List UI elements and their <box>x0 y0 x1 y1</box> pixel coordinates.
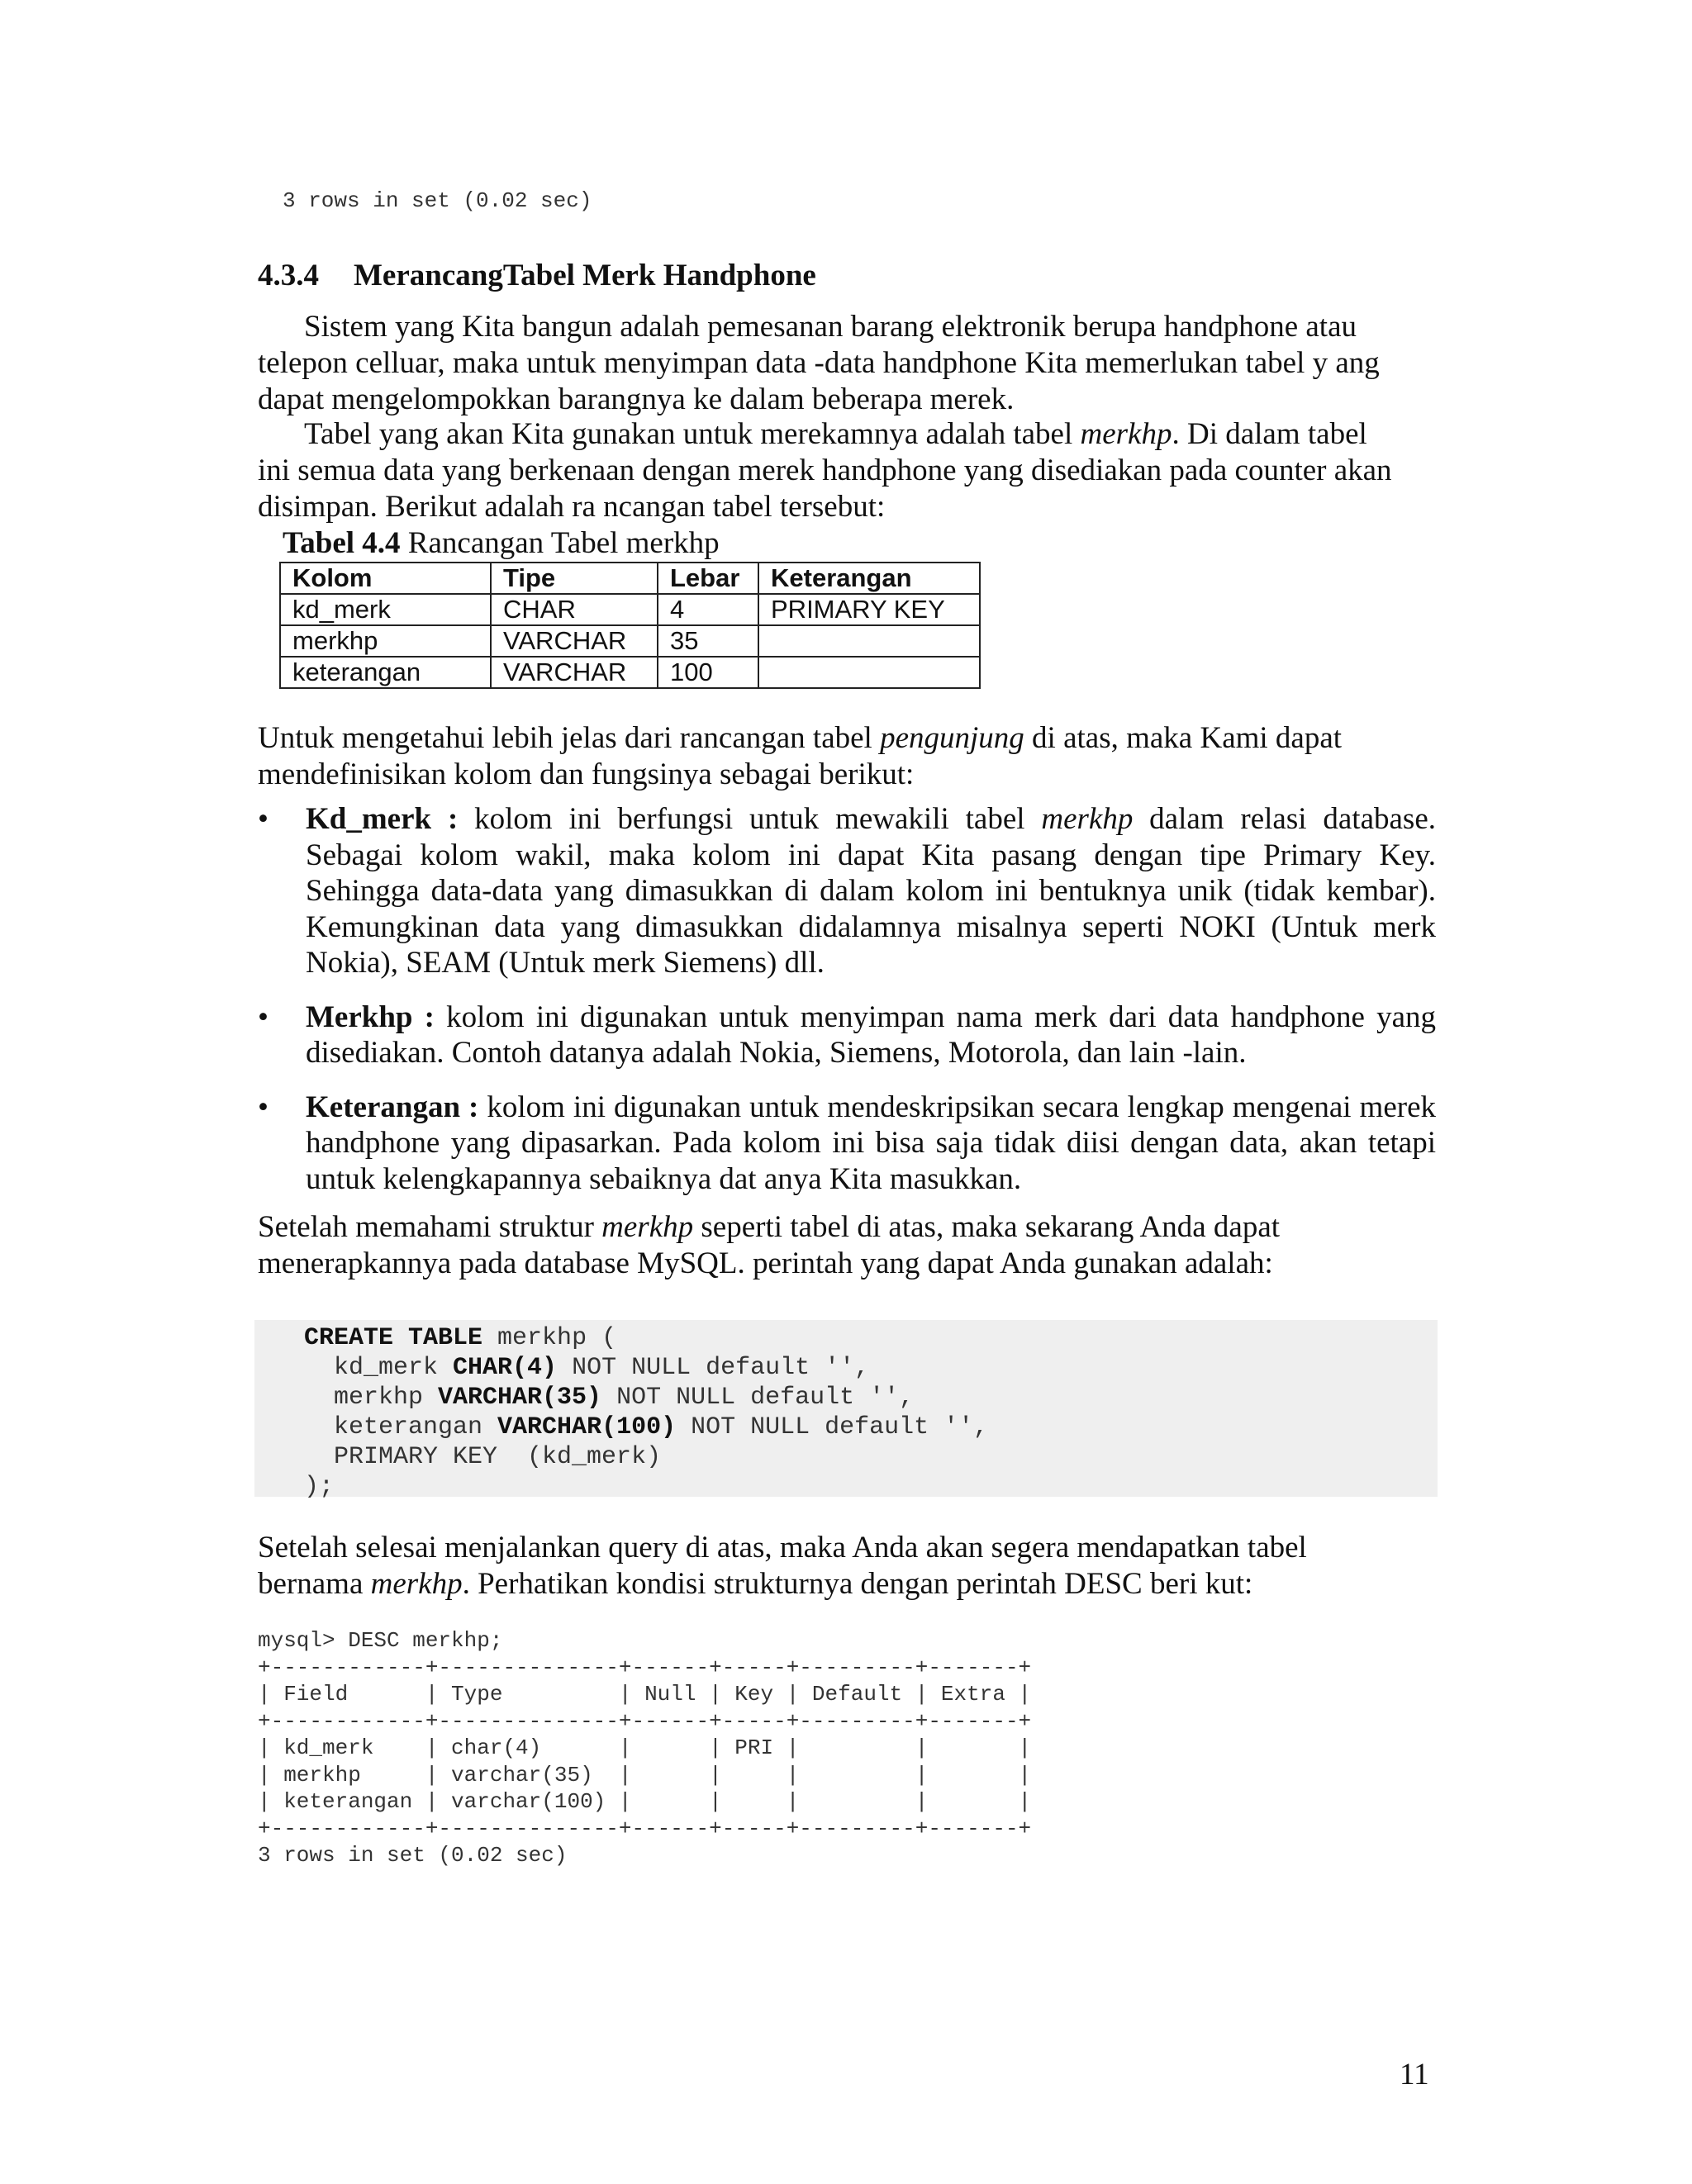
definition-text: kolom ini berfungsi untuk mewakili tabel <box>458 802 1042 836</box>
table-header-cell: Tipe <box>491 563 658 594</box>
query-output-summary: 3 rows in set (0.02 sec) <box>283 188 592 213</box>
sql-code <box>254 1320 1438 1502</box>
code-text: NOT NULL default '', <box>557 1354 870 1382</box>
code-text: kd_merk <box>304 1354 454 1382</box>
code-text: NOT NULL default '', <box>676 1413 989 1441</box>
paragraph-line: menerapkannya pada database MySQL. perintah yang dapat Anda gunakan adalah: <box>258 1246 1273 1280</box>
page-number: 11 <box>1400 2058 1429 2091</box>
table-cell: merkhp <box>280 625 491 657</box>
code-text: merkhp <box>304 1384 439 1412</box>
code-text: keterangan <box>304 1413 498 1441</box>
code-keyword: VARCHAR(35) <box>438 1384 602 1412</box>
table-cell <box>758 657 980 688</box>
table-caption-text: Rancangan Tabel merkhp <box>400 526 720 560</box>
list-item <box>258 801 1436 981</box>
paragraph-line: mendefinisikan kolom dan fungsinya sebagai berikut: <box>258 757 915 791</box>
definition-text: dalam relasi database. Sebagai kolom wakil, maka kolom ini dapat Kita pasang dengan tipe Primary Key. Sehingga data-data yang dimasukkan di dalam kolom ini bentuknya unik (tidak kembar). Kemungkinan data yang dimasukkan didalamnya misalnya seperti NOKI (Untuk merk Nokia), SEAM (Untuk merk Siemens) dll. <box>306 802 1436 980</box>
emphasis-text: pengunjung <box>880 721 1024 755</box>
paragraph-line <box>258 1209 1436 1246</box>
emphasis-text: merkhp <box>1041 802 1134 836</box>
text-run: di atas, maka Kami dapat <box>1024 721 1343 755</box>
table-row <box>280 625 980 657</box>
table-header-cell: Keterangan <box>758 563 980 594</box>
text-run: seperti tabel di atas, maka sekarang Anda dapat <box>693 1210 1281 1244</box>
paragraph-line: disimpan. Berikut adalah ra ncangan tabel tersebut: <box>258 490 886 524</box>
table-cell: 35 <box>658 625 758 657</box>
emphasis-text: merkhp <box>370 1567 463 1601</box>
paragraph-apply-mysql <box>258 1209 1436 1282</box>
paragraph-line: telepon celluar, maka untuk menyimpan data -data handphone Kita memerlukan tabel y ang <box>258 346 1380 380</box>
table-cell: keterangan <box>280 657 491 688</box>
list-item <box>258 999 1436 1071</box>
definition-text: kolom ini digunakan untuk mendeskripsikan secara lengkap mengenai merek handphone yang dipasarkan. Pada kolom ini bisa saja tidak diisi dengan data, akan tetapi untuk kelengkapannya sebaiknya dat anya Kita masukkan. <box>306 1090 1436 1196</box>
code-keyword: CHAR(4) <box>453 1354 558 1382</box>
section-title: MerancangTabel Merk Handphone <box>354 259 816 292</box>
paragraph-table-purpose <box>258 416 1436 525</box>
table-row <box>280 657 980 688</box>
definition-text: kolom ini digunakan untuk menyimpan nama merk dari data handphone yang disediakan. Contoh datanya adalah Nokia, Siemens, Motorola, dan lain -lain. <box>306 999 1436 1070</box>
table-cell: 4 <box>658 594 758 625</box>
paragraph-desc-intro <box>258 1530 1436 1602</box>
table-cell: 100 <box>658 657 758 688</box>
text-run: Tabel yang akan Kita gunakan untuk merekamnya adalah tabel <box>304 417 1081 451</box>
code-keyword: CREATE TABLE <box>304 1324 483 1352</box>
bullet-icon: • <box>258 999 269 1034</box>
text-run: Untuk mengetahui lebih jelas dari rancangan tabel <box>258 721 881 755</box>
table-caption <box>283 525 720 561</box>
paragraph-line: ini semua data yang berkenaan dengan merek handphone yang disediakan pada counter akan <box>258 453 1392 487</box>
design-table <box>279 562 981 689</box>
text-run: . Perhatikan kondisi strukturnya dengan perintah DESC beri kut: <box>462 1567 1253 1601</box>
paragraph-line: Sistem yang Kita bangun adalah pemesanan barang elektronik berupa handphone atau <box>304 310 1357 344</box>
column-definition-list <box>258 801 1436 1215</box>
code-keyword: VARCHAR(100) <box>497 1413 677 1441</box>
text-run: bernama <box>258 1567 371 1601</box>
sql-code-block <box>254 1320 1438 1501</box>
table-header-cell: Kolom <box>280 563 491 594</box>
table-cell: kd_merk <box>280 594 491 625</box>
text-run: Setelah memahami struktur <box>258 1210 602 1244</box>
section-number: 4.3.4 <box>258 259 319 292</box>
paragraph-line <box>258 720 1436 757</box>
paragraph-line <box>258 416 1436 453</box>
table-header-cell: Lebar <box>658 563 758 594</box>
paragraph-line: dapat mengelompokkan barangnya ke dalam beberapa merek. <box>258 382 1015 416</box>
text-run: . Di dalam tabel <box>1172 417 1367 451</box>
paragraph-definition-intro <box>258 720 1436 793</box>
table-cell: PRIMARY KEY <box>758 594 980 625</box>
paragraph-intro <box>258 309 1436 418</box>
emphasis-text: merkhp <box>601 1210 694 1244</box>
table-cell <box>758 625 980 657</box>
code-text: NOT NULL default '', <box>601 1384 915 1412</box>
table-cell: VARCHAR <box>491 625 658 657</box>
table-caption-label: Tabel 4.4 <box>283 526 401 560</box>
paragraph-line: Setelah selesai menjalankan query di atas, maka Anda akan segera mendapatkan tabel <box>258 1531 1307 1564</box>
code-text: ); <box>304 1473 335 1501</box>
code-text: PRIMARY KEY (kd_merk) <box>304 1443 662 1471</box>
list-item <box>258 1090 1436 1198</box>
paragraph-line <box>258 1566 1436 1602</box>
bullet-icon: • <box>258 1090 269 1124</box>
table-cell: CHAR <box>491 594 658 625</box>
section-heading <box>258 258 816 293</box>
table-row <box>280 594 980 625</box>
definition-term: Keterangan : <box>306 1090 479 1124</box>
code-text: merkhp ( <box>482 1324 617 1352</box>
desc-command-output: mysql> DESC merkhp; +------------+--------------+------+-----+---------+-------+ | Field | Type | Null | Key | Default | Extra | +------------+--------------+------+-----+---------+-------+ | kd_merk | char(4) | | PRI | | | | merkhp | varchar(35) | | | | | | keterangan | varchar(100) | | | | | +------------+--------------+------+-----+---------+-------+ 3 rows in set (0.02 sec) <box>258 1628 1032 1868</box>
bullet-icon: • <box>258 802 269 836</box>
definition-term: Merkhp : <box>306 999 435 1034</box>
table-header-row <box>280 563 980 594</box>
emphasis-text: merkhp <box>1080 417 1172 451</box>
definition-term: Kd_merk : <box>306 802 459 836</box>
table-cell: VARCHAR <box>491 657 658 688</box>
